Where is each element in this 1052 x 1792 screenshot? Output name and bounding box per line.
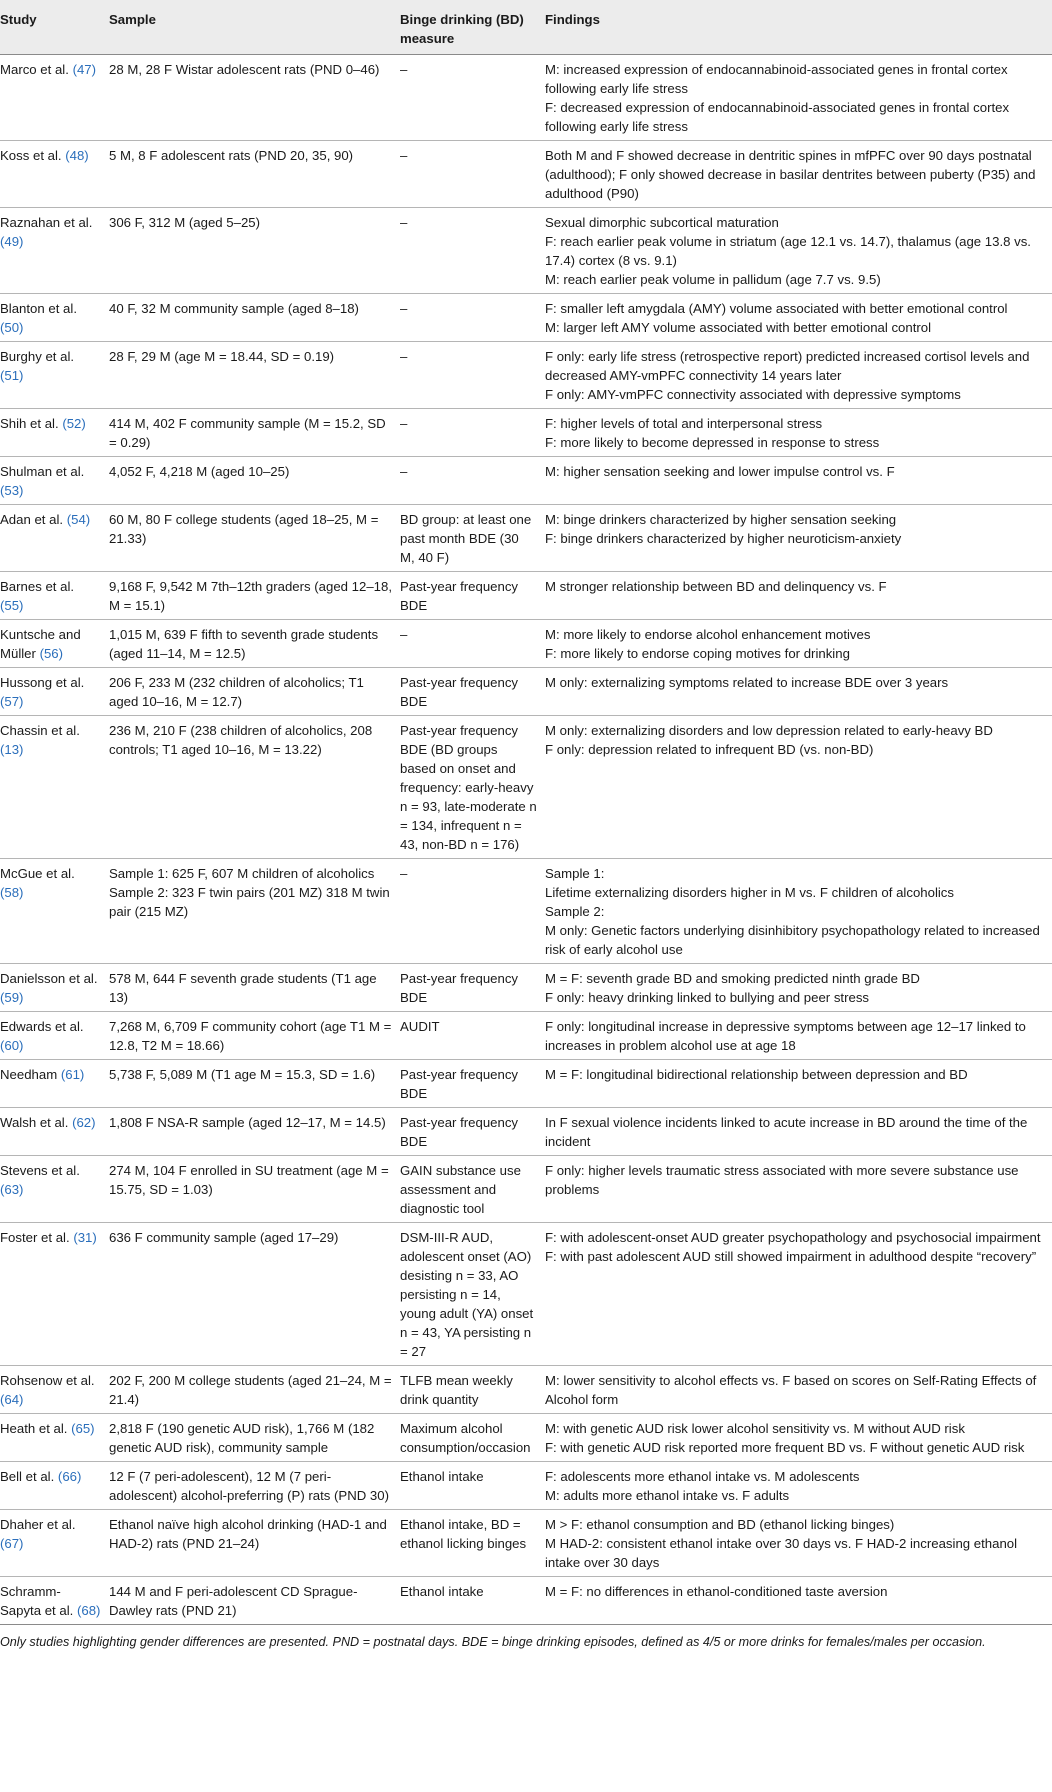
finding-line: M: increased expression of endocannabinoid-associated genes in frontal cortex following early life stress bbox=[545, 62, 1008, 96]
study-reference-link[interactable]: (65) bbox=[71, 1421, 95, 1436]
study-name: Barnes et al. bbox=[0, 579, 75, 594]
measure-cell bbox=[398, 1012, 543, 1060]
study-cell bbox=[0, 1108, 107, 1156]
header-study: Study bbox=[0, 12, 37, 27]
study-reference-link[interactable]: (31) bbox=[73, 1230, 97, 1245]
sample-cell bbox=[107, 457, 398, 505]
study-reference-link[interactable]: (13) bbox=[0, 742, 24, 757]
sample-cell bbox=[107, 55, 398, 141]
findings-cell bbox=[543, 572, 1052, 620]
measure-text: Past-year frequency BDE bbox=[400, 579, 519, 613]
findings-cell bbox=[543, 1156, 1052, 1223]
measure-cell bbox=[398, 1510, 543, 1577]
study-name: Hussong et al. bbox=[0, 675, 85, 690]
study-name: Raznahan et al. bbox=[0, 215, 93, 230]
table-row bbox=[0, 1156, 1052, 1223]
study-name: Rohsenow et al. bbox=[0, 1373, 95, 1388]
findings-cell bbox=[543, 55, 1052, 141]
finding-line: Both M and F showed decrease in dentritic spines in mfPFC over 90 days postnatal (adulthood); F only showed decrease in basilar dentrites between puberty (P35) and adulthood (P90) bbox=[545, 148, 1036, 201]
finding-line: F only: early life stress (retrospective report) predicted increased cortisol levels and decreased AMY-vmPFC connectivity 14 years later bbox=[545, 349, 1030, 383]
table-row bbox=[0, 409, 1052, 457]
measure-cell bbox=[398, 572, 543, 620]
findings-cell bbox=[543, 294, 1052, 342]
study-reference-link[interactable]: (61) bbox=[60, 1067, 85, 1082]
sample-text: 12 F (7 peri-adolescent), 12 M (7 peri-adolescent) alcohol-preferring (P) rats (PND 30) bbox=[109, 1469, 389, 1503]
study-cell bbox=[0, 572, 107, 620]
study-cell bbox=[0, 1223, 107, 1366]
finding-line: F only: AMY-vmPFC connectivity associated with depressive symptoms bbox=[545, 387, 961, 402]
study-name: Burghy et al. bbox=[0, 349, 75, 364]
table-row bbox=[0, 964, 1052, 1012]
sample-text: 7,268 M, 6,709 F community cohort (age T1 M = 12.8, T2 M = 18.66) bbox=[109, 1019, 392, 1053]
study-cell bbox=[0, 1577, 107, 1625]
sample-cell bbox=[107, 620, 398, 668]
study-cell bbox=[0, 342, 107, 409]
measure-cell bbox=[398, 342, 543, 409]
study-name: Blanton et al. bbox=[0, 301, 77, 316]
findings-cell bbox=[543, 1510, 1052, 1577]
measure-cell bbox=[398, 141, 543, 208]
sample-text: 1,015 M, 639 F fifth to seventh grade students (aged 11–14, M = 12.5) bbox=[109, 627, 379, 661]
study-name: Shih et al. bbox=[0, 416, 59, 431]
sample-cell bbox=[107, 1510, 398, 1577]
measure-text: Past-year frequency BDE bbox=[400, 1115, 519, 1149]
finding-line: M = F: longitudinal bidirectional relationship between depression and BD bbox=[545, 1067, 968, 1082]
measure-cell bbox=[398, 457, 543, 505]
measure-text: – bbox=[400, 866, 408, 881]
study-cell bbox=[0, 505, 107, 572]
measure-text: DSM-III-R AUD, adolescent onset (AO) desisting n = 33, AO persisting n = 14, young adult (YA) onset n = 43, YA persisting n = 27 bbox=[400, 1230, 534, 1359]
table-row bbox=[0, 1060, 1052, 1108]
measure-cell bbox=[398, 716, 543, 859]
study-reference-link[interactable]: (60) bbox=[0, 1038, 24, 1053]
table-row bbox=[0, 294, 1052, 342]
finding-line: M: lower sensitivity to alcohol effects vs. F based on scores on Self-Rating Effects of Alcohol form bbox=[545, 1373, 1037, 1407]
sample-text: 414 M, 402 F community sample (M = 15.2, SD = 0.29) bbox=[109, 416, 386, 450]
measure-text: TLFB mean weekly drink quantity bbox=[400, 1373, 513, 1407]
measure-cell bbox=[398, 1366, 543, 1414]
header-findings: Findings bbox=[545, 12, 600, 27]
sample-cell bbox=[107, 668, 398, 716]
finding-line: M stronger relationship between BD and delinquency vs. F bbox=[545, 579, 887, 594]
sample-cell bbox=[107, 1108, 398, 1156]
measure-text: – bbox=[400, 464, 408, 479]
table-row bbox=[0, 620, 1052, 668]
sample-cell bbox=[107, 1060, 398, 1108]
measure-cell bbox=[398, 1156, 543, 1223]
measure-text: Ethanol intake bbox=[400, 1469, 484, 1484]
finding-line: F: smaller left amygdala (AMY) volume associated with better emotional control bbox=[545, 301, 1008, 316]
measure-cell bbox=[398, 55, 543, 141]
measure-text: – bbox=[400, 627, 408, 642]
finding-line: F: higher levels of total and interpersonal stress bbox=[545, 416, 823, 431]
study-reference-link[interactable]: (50) bbox=[0, 320, 24, 335]
sample-cell bbox=[107, 294, 398, 342]
measure-cell bbox=[398, 964, 543, 1012]
findings-cell bbox=[543, 505, 1052, 572]
study-name: Walsh et al. bbox=[0, 1115, 69, 1130]
study-reference-link[interactable]: (63) bbox=[0, 1182, 24, 1197]
table-row bbox=[0, 342, 1052, 409]
study-reference-link[interactable]: (51) bbox=[0, 368, 24, 383]
finding-line: M: reach earlier peak volume in pallidum (age 7.7 vs. 9.5) bbox=[545, 272, 881, 287]
measure-text: Past-year frequency BDE bbox=[400, 675, 519, 709]
measure-cell bbox=[398, 1577, 543, 1625]
measure-cell bbox=[398, 1223, 543, 1366]
measure-text: Maximum alcohol consumption/occasion bbox=[400, 1421, 531, 1455]
sample-cell bbox=[107, 1366, 398, 1414]
measure-cell bbox=[398, 1462, 543, 1510]
finding-line: Sample 1: bbox=[545, 866, 605, 881]
study-cell bbox=[0, 1366, 107, 1414]
measure-cell bbox=[398, 1060, 543, 1108]
finding-line: M HAD-2: consistent ethanol intake over 30 days vs. F HAD-2 increasing ethanol intake over 30 days bbox=[545, 1536, 1018, 1570]
header-row bbox=[0, 0, 1052, 55]
study-reference-link[interactable]: (67) bbox=[0, 1536, 24, 1551]
measure-text: – bbox=[400, 62, 408, 77]
sample-cell bbox=[107, 859, 398, 964]
findings-cell bbox=[543, 1577, 1052, 1625]
study-cell bbox=[0, 1012, 107, 1060]
measure-cell bbox=[398, 1414, 543, 1462]
study-reference-link[interactable]: (62) bbox=[72, 1115, 96, 1130]
study-cell bbox=[0, 964, 107, 1012]
sample-cell bbox=[107, 716, 398, 859]
findings-cell bbox=[543, 342, 1052, 409]
table-row bbox=[0, 668, 1052, 716]
findings-cell bbox=[543, 1012, 1052, 1060]
table-body bbox=[0, 55, 1052, 1625]
header-sample: Sample bbox=[109, 12, 156, 27]
sample-text: 144 M and F peri-adolescent CD Sprague-Dawley rats (PND 21) bbox=[109, 1584, 358, 1618]
sample-cell bbox=[107, 1156, 398, 1223]
measure-text: AUDIT bbox=[400, 1019, 440, 1034]
study-reference-link[interactable]: (49) bbox=[0, 234, 24, 249]
findings-cell bbox=[543, 1223, 1052, 1366]
sample-line: Sample 1: 625 F, 607 M children of alcoholics bbox=[109, 866, 375, 881]
measure-cell bbox=[398, 1108, 543, 1156]
finding-line: M: with genetic AUD risk lower alcohol sensitivity vs. M without AUD risk bbox=[545, 1421, 965, 1436]
study-cell bbox=[0, 55, 107, 141]
sample-text: 40 F, 32 M community sample (aged 8–18) bbox=[109, 301, 359, 316]
table-row bbox=[0, 457, 1052, 505]
measure-text: GAIN substance use assessment and diagnostic tool bbox=[400, 1163, 521, 1216]
findings-cell bbox=[543, 1414, 1052, 1462]
finding-line: Sample 2: bbox=[545, 904, 605, 919]
measure-text: – bbox=[400, 416, 408, 431]
study-cell bbox=[0, 1414, 107, 1462]
study-name: Kuntsche and Müller bbox=[0, 627, 81, 661]
study-cell bbox=[0, 716, 107, 859]
study-cell bbox=[0, 294, 107, 342]
study-reference-link[interactable]: (68) bbox=[76, 1603, 101, 1618]
findings-cell bbox=[543, 208, 1052, 294]
sample-cell bbox=[107, 505, 398, 572]
study-reference-link[interactable]: (66) bbox=[57, 1469, 82, 1484]
study-reference-link[interactable]: (47) bbox=[72, 62, 97, 77]
sample-text: 2,818 F (190 genetic AUD risk), 1,766 M (182 genetic AUD risk), community sample bbox=[109, 1421, 375, 1455]
study-reference-link[interactable]: (59) bbox=[0, 990, 24, 1005]
study-cell bbox=[0, 1156, 107, 1223]
sample-cell bbox=[107, 1223, 398, 1366]
table-row bbox=[0, 859, 1052, 964]
finding-line: F only: longitudinal increase in depressive symptoms between age 12–17 linked to increases in problem alcohol use at age 18 bbox=[545, 1019, 1026, 1053]
sample-cell bbox=[107, 208, 398, 294]
study-reference-link[interactable]: (55) bbox=[0, 598, 24, 613]
sample-text: 4,052 F, 4,218 M (aged 10–25) bbox=[109, 464, 290, 479]
sample-cell bbox=[107, 1012, 398, 1060]
sample-text: 5,738 F, 5,089 M (T1 age M = 15.3, SD = 1.6) bbox=[109, 1067, 376, 1082]
sample-cell bbox=[107, 964, 398, 1012]
study-name: Marco et al. bbox=[0, 62, 69, 77]
study-name: Danielsson et al. bbox=[0, 971, 98, 986]
finding-line: F only: depression related to infrequent BD (vs. non-BD) bbox=[545, 742, 874, 757]
measure-text: Past-year frequency BDE (BD groups based on onset and frequency: early-heavy n = 93, late-moderate n = 134, infrequent n = 43, non-BD n = 176) bbox=[400, 723, 537, 852]
finding-line: F: binge drinkers characterized by higher neuroticism-anxiety bbox=[545, 531, 902, 546]
table-header bbox=[0, 0, 1052, 55]
study-name: Edwards et al. bbox=[0, 1019, 84, 1034]
table-row bbox=[0, 1577, 1052, 1625]
measure-cell bbox=[398, 409, 543, 457]
findings-cell bbox=[543, 457, 1052, 505]
table-row bbox=[0, 1366, 1052, 1414]
sample-text: 60 M, 80 F college students (aged 18–25, M = 21.33) bbox=[109, 512, 379, 546]
sample-text: 202 F, 200 M college students (aged 21–24, M = 21.4) bbox=[109, 1373, 392, 1407]
findings-cell bbox=[543, 1060, 1052, 1108]
finding-line: M = F: no differences in ethanol-conditioned taste aversion bbox=[545, 1584, 888, 1599]
sample-text: 28 M, 28 F Wistar adolescent rats (PND 0–46) bbox=[109, 62, 380, 77]
measure-cell bbox=[398, 668, 543, 716]
sample-text: 9,168 F, 9,542 M 7th–12th graders (aged 12–18, M = 15.1) bbox=[109, 579, 393, 613]
sample-line: Sample 2: 323 F twin pairs (201 MZ) 318 M twin pair (215 MZ) bbox=[109, 885, 390, 919]
finding-line: M: binge drinkers characterized by higher sensation seeking bbox=[545, 512, 897, 527]
measure-cell bbox=[398, 505, 543, 572]
sample-cell bbox=[107, 1462, 398, 1510]
sample-cell bbox=[107, 141, 398, 208]
measure-text: Past-year frequency BDE bbox=[400, 971, 519, 1005]
finding-line: M only: externalizing disorders and low depression related to early-heavy BD bbox=[545, 723, 993, 738]
finding-line: F only: higher levels traumatic stress associated with more severe substance use problems bbox=[545, 1163, 1019, 1197]
findings-cell bbox=[543, 1462, 1052, 1510]
sample-text: 28 F, 29 M (age M = 18.44, SD = 0.19) bbox=[109, 349, 335, 364]
finding-line: F: reach earlier peak volume in striatum (age 12.1 vs. 14.7), thalamus (age 13.8 vs. 17.4) cortex (8 vs. 9.1) bbox=[545, 234, 1031, 268]
study-cell bbox=[0, 1060, 107, 1108]
table-row bbox=[0, 1414, 1052, 1462]
measure-cell bbox=[398, 208, 543, 294]
findings-cell bbox=[543, 409, 1052, 457]
header-measure: Binge drinking (BD) measure bbox=[400, 12, 524, 46]
findings-cell bbox=[543, 620, 1052, 668]
findings-cell bbox=[543, 1108, 1052, 1156]
measure-text: – bbox=[400, 148, 408, 163]
finding-line: M = F: seventh grade BD and smoking predicted ninth grade BD bbox=[545, 971, 920, 986]
sample-text: 236 M, 210 F (238 children of alcoholics, 208 controls; T1 aged 10–16, M = 13.22) bbox=[109, 723, 373, 757]
study-cell bbox=[0, 620, 107, 668]
measure-text: Past-year frequency BDE bbox=[400, 1067, 519, 1101]
table-row bbox=[0, 716, 1052, 859]
study-cell bbox=[0, 668, 107, 716]
finding-line: F: with past adolescent AUD still showed impairment in adulthood despite “recovery” bbox=[545, 1249, 1037, 1264]
measure-text: Ethanol intake bbox=[400, 1584, 484, 1599]
study-name: Dhaher et al. bbox=[0, 1517, 76, 1532]
study-name: Chassin et al. bbox=[0, 723, 80, 738]
sample-text: 206 F, 233 M (232 children of alcoholics; T1 aged 10–16, M = 12.7) bbox=[109, 675, 364, 709]
findings-cell bbox=[543, 141, 1052, 208]
measure-cell bbox=[398, 859, 543, 964]
study-name: Koss et al. bbox=[0, 148, 62, 163]
study-reference-link[interactable]: (52) bbox=[62, 416, 86, 431]
finding-line: F: more likely to become depressed in response to stress bbox=[545, 435, 880, 450]
table-row bbox=[0, 1108, 1052, 1156]
finding-line: M: more likely to endorse alcohol enhancement motives bbox=[545, 627, 871, 642]
measure-text: Ethanol intake, BD = ethanol licking binges bbox=[400, 1517, 527, 1551]
sample-text: 274 M, 104 F enrolled in SU treatment (age M = 15.75, SD = 1.03) bbox=[109, 1163, 389, 1197]
finding-line: M only: Genetic factors underlying disinhibitory psychopathology related to increased risk of early alcohol use bbox=[545, 923, 1040, 957]
sample-cell bbox=[107, 1577, 398, 1625]
finding-line: M: adults more ethanol intake vs. F adults bbox=[545, 1488, 790, 1503]
study-cell bbox=[0, 1462, 107, 1510]
study-cell bbox=[0, 457, 107, 505]
sample-text: 306 F, 312 M (aged 5–25) bbox=[109, 215, 261, 230]
study-name: Adan et al. bbox=[0, 512, 64, 527]
study-name: Bell et al. bbox=[0, 1469, 55, 1484]
finding-line: F only: heavy drinking linked to bullying and peer stress bbox=[545, 990, 870, 1005]
finding-line: F: decreased expression of endocannabinoid-associated genes in frontal cortex following early life stress bbox=[545, 100, 1010, 134]
study-cell bbox=[0, 208, 107, 294]
findings-cell bbox=[543, 1366, 1052, 1414]
study-reference-link[interactable]: (57) bbox=[0, 694, 24, 709]
finding-line: F: adolescents more ethanol intake vs. M adolescents bbox=[545, 1469, 860, 1484]
measure-text: – bbox=[400, 349, 408, 364]
study-reference-link[interactable]: (64) bbox=[0, 1392, 24, 1407]
study-reference-link[interactable]: (53) bbox=[0, 483, 24, 498]
finding-line: Lifetime externalizing disorders higher in M vs. F children of alcoholics bbox=[545, 885, 954, 900]
sample-text: 636 F community sample (aged 17–29) bbox=[109, 1230, 339, 1245]
finding-line: M: larger left AMY volume associated with better emotional control bbox=[545, 320, 932, 335]
table-row bbox=[0, 141, 1052, 208]
sample-text: 578 M, 644 F seventh grade students (T1 age 13) bbox=[109, 971, 377, 1005]
study-reference-link[interactable]: (58) bbox=[0, 885, 24, 900]
sample-cell bbox=[107, 342, 398, 409]
findings-cell bbox=[543, 716, 1052, 859]
study-reference-link[interactable]: (56) bbox=[39, 646, 64, 661]
measure-cell bbox=[398, 294, 543, 342]
sample-text: Ethanol naïve high alcohol drinking (HAD-1 and HAD-2) rats (PND 21–24) bbox=[109, 1517, 387, 1551]
finding-line: F: with genetic AUD risk reported more frequent BD vs. F without genetic AUD risk bbox=[545, 1440, 1025, 1455]
study-name: Schramm-Sapyta et al. bbox=[0, 1584, 74, 1618]
finding-line: M: higher sensation seeking and lower impulse control vs. F bbox=[545, 464, 895, 479]
study-reference-link[interactable]: (48) bbox=[65, 148, 89, 163]
table-row bbox=[0, 1223, 1052, 1366]
finding-line: M only: externalizing symptoms related to increase BDE over 3 years bbox=[545, 675, 949, 690]
finding-line: F: with adolescent-onset AUD greater psychopathology and psychosocial impairment bbox=[545, 1230, 1041, 1245]
table-row bbox=[0, 55, 1052, 141]
study-name: Shulman et al. bbox=[0, 464, 85, 479]
finding-line: M > F: ethanol consumption and BD (ethanol licking binges) bbox=[545, 1517, 895, 1532]
table-row bbox=[0, 1462, 1052, 1510]
measure-text: – bbox=[400, 215, 408, 230]
study-name: Needham bbox=[0, 1067, 58, 1082]
study-name: Foster et al. bbox=[0, 1230, 70, 1245]
sample-text: 5 M, 8 F adolescent rats (PND 20, 35, 90) bbox=[109, 148, 354, 163]
measure-text: – bbox=[400, 301, 408, 316]
finding-line: In F sexual violence incidents linked to acute increase in BD around the time of the incident bbox=[545, 1115, 1028, 1149]
finding-line: Sexual dimorphic subcortical maturation bbox=[545, 215, 779, 230]
study-reference-link[interactable]: (54) bbox=[66, 512, 91, 527]
table-row bbox=[0, 1510, 1052, 1577]
findings-cell bbox=[543, 668, 1052, 716]
table-row bbox=[0, 505, 1052, 572]
study-cell bbox=[0, 1510, 107, 1577]
findings-cell bbox=[543, 859, 1052, 964]
study-cell bbox=[0, 141, 107, 208]
sample-cell bbox=[107, 572, 398, 620]
measure-text: BD group: at least one past month BDE (30 M, 40 F) bbox=[400, 512, 532, 565]
study-name: Stevens et al. bbox=[0, 1163, 80, 1178]
measure-cell bbox=[398, 620, 543, 668]
table-row bbox=[0, 572, 1052, 620]
findings-cell bbox=[543, 964, 1052, 1012]
study-name: Heath et al. bbox=[0, 1421, 68, 1436]
finding-line: F: more likely to endorse coping motives for drinking bbox=[545, 646, 850, 661]
study-cell bbox=[0, 409, 107, 457]
sample-cell bbox=[107, 1414, 398, 1462]
table-row bbox=[0, 1012, 1052, 1060]
table-row bbox=[0, 208, 1052, 294]
study-cell bbox=[0, 859, 107, 964]
study-name: McGue et al. bbox=[0, 866, 75, 881]
sample-cell bbox=[107, 409, 398, 457]
sample-text: 1,808 F NSA-R sample (aged 12–17, M = 14.5) bbox=[109, 1115, 386, 1130]
table-footnote: Only studies highlighting gender differences are presented. PND = postnatal days. BDE = binge drinking episodes, defined as 4/5 or more drinks for females/males per occasion. bbox=[0, 1624, 1052, 1651]
